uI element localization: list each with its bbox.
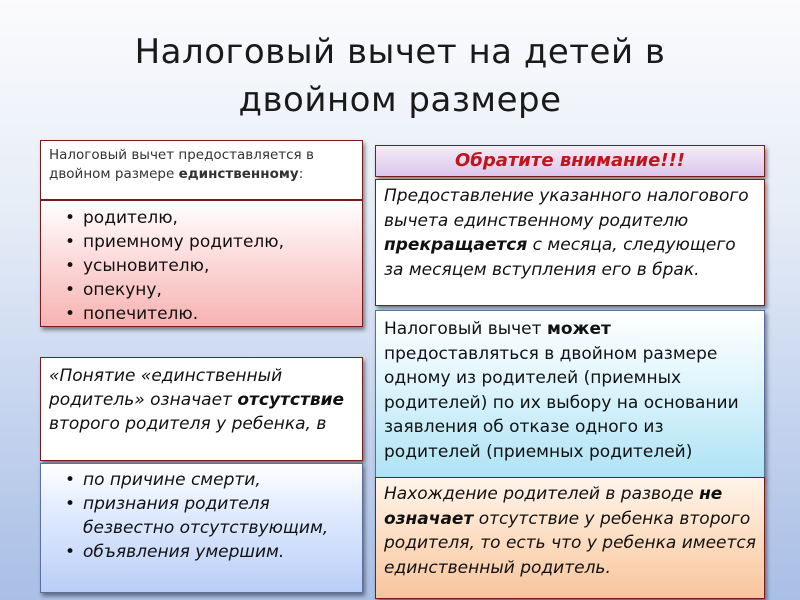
list-item: • опекуну,: [59, 278, 354, 302]
list-item: • попечителю.: [59, 302, 354, 326]
waiver-note-text-end: предоставляться в двойном размере одному из родителей (приемных родителей) по их выбору на основании заявления об отказе одного из родителей (приемных родителей): [384, 343, 739, 462]
list-item: • признания родителя безвестно отсутствующим,: [59, 492, 354, 540]
concept-text-end: второго родителя у ребенка, в: [49, 414, 327, 434]
waiver-note-text: Налоговый вычет: [384, 319, 547, 339]
attention-banner: [375, 145, 765, 177]
remarriage-note-box: [375, 179, 765, 306]
waiver-note-box: [375, 310, 765, 478]
list-item: • приемному родителю,: [59, 230, 354, 254]
remarriage-note-text: Предоставление указанного налогового вычета единственному родителю: [384, 186, 749, 231]
divorce-note-box: [375, 477, 765, 599]
divorce-note-bold: не означает: [384, 484, 723, 529]
title-line-1: Налоговый вычет на детей в: [134, 32, 666, 72]
sole-parent-concept-box: [40, 357, 363, 461]
list-item: • усыновителю,: [59, 254, 354, 278]
title-line-2: двойном размере: [238, 80, 562, 120]
concept-text: «Понятие «единственный родитель» означает: [49, 366, 283, 410]
reasons-box: [40, 463, 363, 593]
reasons-list: [59, 468, 354, 564]
sole-parent-header-colon: :: [298, 166, 304, 182]
list-item: • по причине смерти,: [59, 468, 354, 492]
sole-parent-header-box: [40, 140, 363, 200]
concept-bold: отсутствие: [237, 390, 345, 410]
sole-parent-header-bold: единственному: [178, 166, 299, 182]
divorce-note-text-end: отсутствие у ребенка второго родителя, то есть что у ребенка имеется единственный родитель.: [384, 508, 756, 578]
waiver-note-bold: может: [546, 319, 611, 339]
sole-parent-header-text: Налоговый вычет предоставляется в двойном размере: [49, 147, 314, 182]
attention-text: Обратите внимание!!!: [454, 150, 686, 171]
list-item: • родителю,: [59, 206, 354, 230]
divorce-note-text: Нахождение родителей в разводе: [384, 484, 700, 504]
remarriage-note-bold: прекращается: [384, 235, 528, 255]
list-item: • объявления умершим.: [59, 540, 354, 564]
remarriage-note-text-end: с месяца, следующего за месяцем вступления его в брак.: [384, 235, 736, 280]
page-title: [0, 28, 800, 124]
recipients-box: [40, 200, 363, 327]
recipients-list: [59, 206, 354, 326]
